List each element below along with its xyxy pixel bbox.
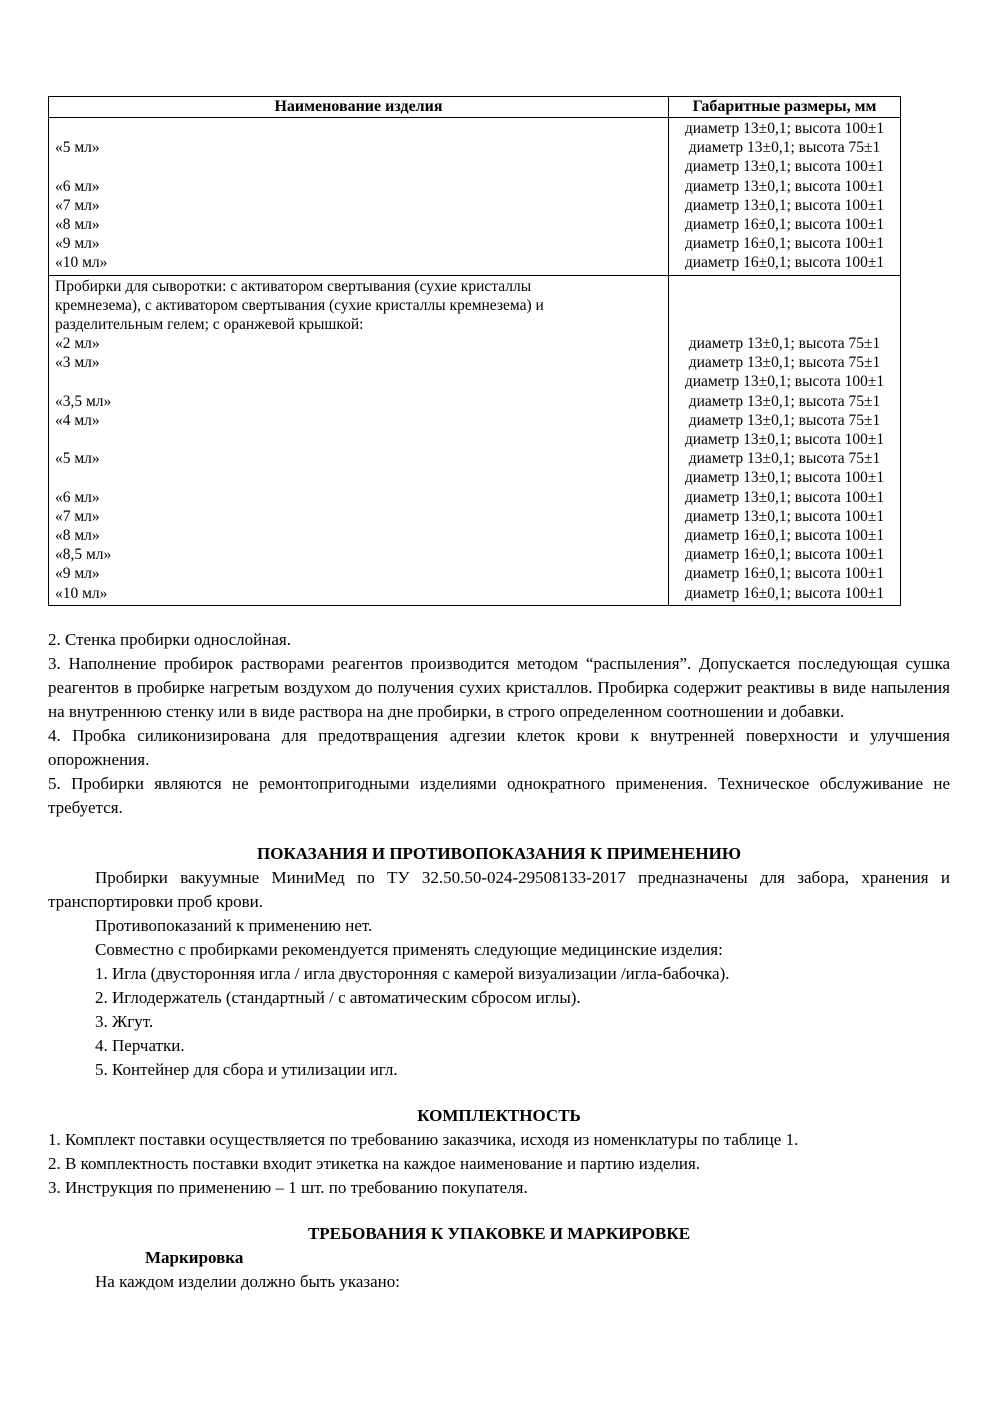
product-name: «8 мл» <box>55 526 100 544</box>
column-header-dimensions: Габаритные размеры, мм <box>669 97 901 118</box>
product-size: диаметр 16±0,1; высота 100±1 <box>684 584 885 602</box>
section1-size-cell <box>669 118 901 276</box>
product-name: «8 мл» <box>55 215 100 233</box>
table-section-1 <box>49 118 901 276</box>
paragraph-tube-wall: 2. Стенка пробирки однослойная. <box>48 629 291 649</box>
list-item-gloves: 4. Перчатки. <box>95 1035 185 1055</box>
product-size: диаметр 13±0,1; высота 100±1 <box>684 507 885 525</box>
table-header-row <box>49 97 901 118</box>
product-size: диаметр 13±0,1; высота 100±1 <box>684 158 885 176</box>
empty-size-line <box>669 296 900 315</box>
product-name: «6 мл» <box>55 488 100 506</box>
section2-description-line: кремнезема), с активатором свертывания (сухие кристаллы кремнезема) и <box>55 296 544 314</box>
table-section-2 <box>49 275 901 605</box>
product-name: «3,5 мл» <box>55 392 112 410</box>
product-name <box>49 468 668 487</box>
empty-size-line <box>669 277 900 296</box>
product-name: «10 мл» <box>55 254 108 272</box>
product-name: «3 мл» <box>55 354 100 372</box>
product-size: диаметр 13±0,1; высота 100±1 <box>684 488 885 506</box>
product-name <box>49 157 668 176</box>
product-dimensions-table <box>48 96 901 606</box>
product-name: «2 мл» <box>55 335 100 353</box>
paragraph-completeness-3: 3. Инструкция по применению – 1 шт. по требованию покупателя. <box>48 1177 528 1197</box>
list-item-container: 5. Контейнер для сбора и утилизации игл. <box>95 1059 398 1079</box>
product-size: диаметр 16±0,1; высота 100±1 <box>684 254 885 272</box>
paragraph-completeness-1: 1. Комплект поставки осуществляется по требованию заказчика, исходя из номенклатуры по таблице 1. <box>48 1129 799 1149</box>
product-size: диаметр 13±0,1; высота 75±1 <box>688 139 881 157</box>
product-size: диаметр 16±0,1; высота 100±1 <box>684 546 885 564</box>
product-name: «6 мл» <box>55 177 100 195</box>
section-title-indications: ПОКАЗАНИЯ И ПРОТИВОПОКАЗАНИЯ К ПРИМЕНЕНИЮ <box>257 843 741 863</box>
section-title-completeness: КОМПЛЕКТНОСТЬ <box>417 1105 581 1125</box>
product-name <box>49 119 668 138</box>
product-name <box>49 430 668 449</box>
product-name: «5 мл» <box>55 450 100 468</box>
paragraph-recommended-devices: Совместно с пробирками рекомендуется применять следующие медицинские изделия: <box>95 939 723 959</box>
product-size: диаметр 13±0,1; высота 100±1 <box>684 177 885 195</box>
product-size: диаметр 13±0,1; высота 100±1 <box>684 469 885 487</box>
paragraph-non-repairable: 5. Пробирки являются не ремонтопригодными изделиями однократного применения. Техническое обслуживание не требуется. <box>48 773 950 817</box>
section2-description-line: разделительным гелем; с оранжевой крышкой: <box>55 315 364 333</box>
paragraph-stopper: 4. Пробка силиконизирована для предотвращения адгезии клеток крови к внутренней поверхности и улучшения опорожнения. <box>48 725 950 769</box>
product-name: «8,5 мл» <box>55 546 112 564</box>
product-name: «9 мл» <box>55 235 100 253</box>
paragraph-indications-purpose: Пробирки вакуумные МиниМед по ТУ 32.50.50-024-29508133-2017 предназначены для забора, хранения и транспортировки проб крови. <box>48 867 950 911</box>
product-size: диаметр 16±0,1; высота 100±1 <box>684 235 885 253</box>
product-name: «10 мл» <box>55 584 108 602</box>
product-name: «7 мл» <box>55 196 100 214</box>
section2-description-line: Пробирки для сыворотки: с активатором свертывания (сухие кристаллы <box>55 277 532 295</box>
section2-size-cell <box>669 275 901 605</box>
product-size: диаметр 13±0,1; высота 100±1 <box>684 120 885 137</box>
product-size: диаметр 13±0,1; высота 100±1 <box>684 196 885 214</box>
section-title-packaging: ТРЕБОВАНИЯ К УПАКОВКЕ И МАРКИРОВКЕ <box>307 1223 691 1243</box>
product-name: «5 мл» <box>55 139 100 157</box>
list-item-needle: 1. Игла (двусторонняя игла / игла двусторонняя с камерой визуализации /игла-бабочка). <box>95 963 730 983</box>
product-size: диаметр 13±0,1; высота 100±1 <box>684 431 885 448</box>
paragraph-marking-intro: На каждом изделии должно быть указано: <box>95 1271 400 1291</box>
product-size: диаметр 16±0,1; высота 100±1 <box>684 565 885 583</box>
product-size: диаметр 13±0,1; высота 75±1 <box>688 450 881 468</box>
paragraph-completeness-2: 2. В комплектность поставки входит этикетка на каждое наименование и партию изделия. <box>48 1153 701 1173</box>
product-size: диаметр 13±0,1; высота 75±1 <box>688 335 881 353</box>
product-name: «9 мл» <box>55 565 100 583</box>
product-size: диаметр 13±0,1; высота 75±1 <box>688 411 881 429</box>
product-name: «4 мл» <box>55 411 100 429</box>
product-size: диаметр 13±0,1; высота 100±1 <box>684 373 885 391</box>
column-header-product-name: Наименование изделия <box>49 97 669 118</box>
empty-size-line <box>669 315 900 334</box>
product-size: диаметр 16±0,1; высота 100±1 <box>684 526 885 544</box>
list-item-tourniquet: 3. Жгут. <box>95 1011 154 1031</box>
subsection-title-marking: Маркировка <box>145 1247 244 1267</box>
product-size: диаметр 13±0,1; высота 75±1 <box>688 392 881 410</box>
paragraph-filling-method: 3. Наполнение пробирок растворами реагентов производится методом “распыления”. Допускается последующая сушка реагентов в пробирке нагретым воздухом до получения сухих кристаллов. Пробирка содержит реактивы в виде напыления на внутреннюю стенку или в виде раствора на дне пробирки, в строго определенном соотношении и добавки. <box>48 653 950 721</box>
list-item-needle-holder: 2. Иглодержатель (стандартный / с автоматическим сбросом иглы). <box>95 987 581 1007</box>
product-size: диаметр 16±0,1; высота 100±1 <box>684 215 885 233</box>
paragraph-no-contraindications: Противопоказаний к применению нет. <box>95 915 373 935</box>
section1-name-cell <box>49 118 669 276</box>
section2-name-cell <box>49 275 669 605</box>
product-name: «7 мл» <box>55 507 100 525</box>
product-size: диаметр 13±0,1; высота 75±1 <box>688 354 881 372</box>
product-name <box>49 372 668 391</box>
